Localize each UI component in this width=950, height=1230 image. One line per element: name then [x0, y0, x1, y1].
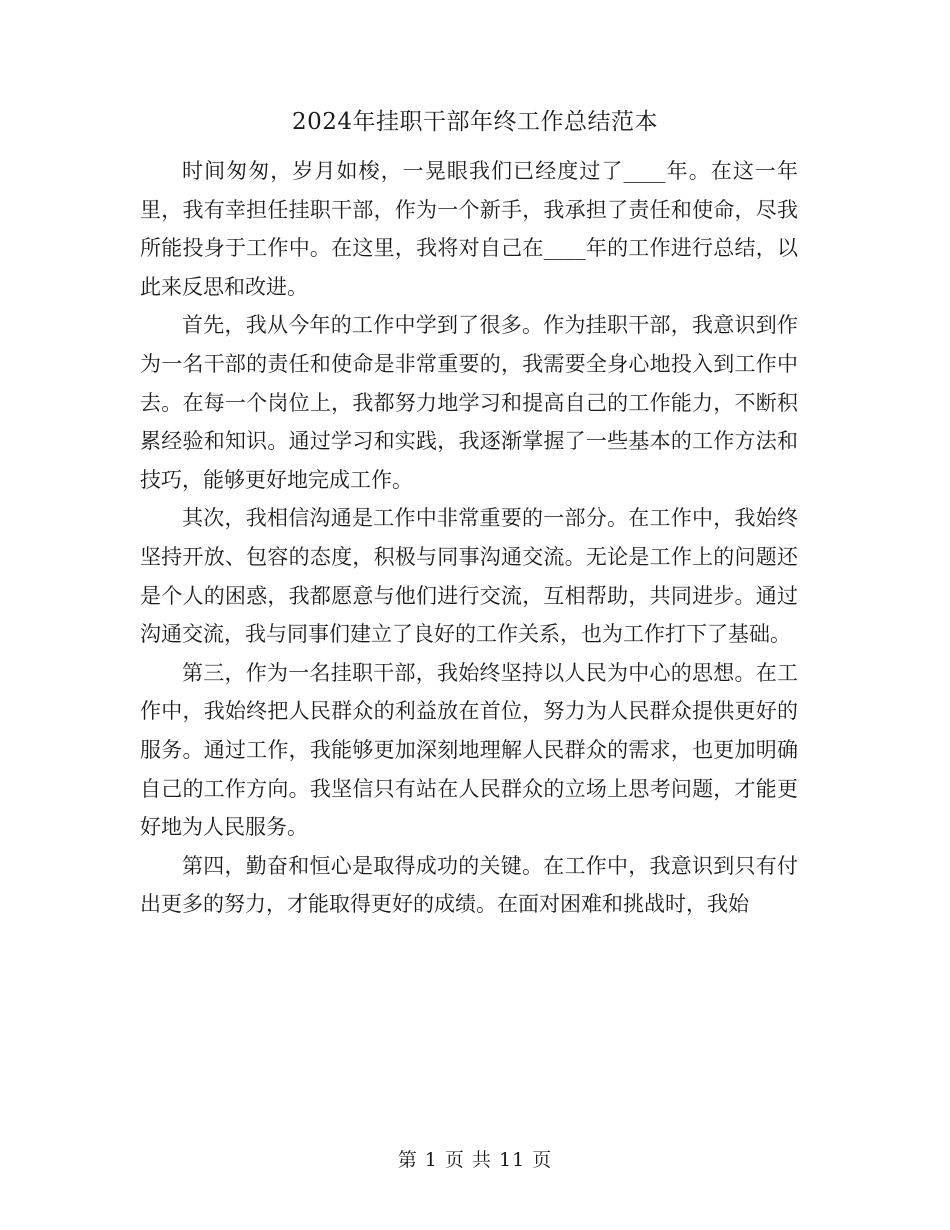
paragraph-intro: 时间匆匆，岁月如梭，一晃眼我们已经度过了____年。在这一年里，我有幸担任挂职干部，作为一个新手，我承担了责任和使命，尽我所能投身于工作中。在这里，我将对自己在____年的工作进行总结，以此来反思和改进。 — [140, 159, 798, 299]
paragraph-third: 第三，作为一名挂职干部，我始终坚持以人民为中心的思想。在工作中，我始终把人民群众的利益放在首位，努力为人民群众提供更好的服务。通过工作，我能够更加深刻地理解人民群众的需求，也更加明确自己的工作方向。我坚信只有站在人民群众的立场上思考问题，才能更好地为人民服务。 — [140, 660, 798, 840]
paragraph-second: 其次，我相信沟通是工作中非常重要的一部分。在工作中，我始终坚持开放、包容的态度，积极与同事沟通交流。无论是工作上的问题还是个人的困惑，我都愿意与他们进行交流，互相帮助，共同进步。通过沟通交流，我与同事们建立了良好的工作关系，也为工作打下了基础。 — [140, 506, 798, 647]
paragraph-first: 首先，我从今年的工作中学到了很多。作为挂职干部，我意识到作为一名干部的责任和使命是非常重要的，我需要全身心地投入到工作中去。在每一个岗位上，我都努力地学习和提高自己的工作能力，不断积累经验和知识。通过学习和实践，我逐渐掌握了一些基本的工作方法和技巧，能够更好地完成工作。 — [140, 313, 798, 492]
document-body — [140, 152, 798, 924]
document-title: 2024年挂职干部年终工作总结范本 — [291, 109, 659, 135]
page-footer: 第 1 页 共 11 页 — [397, 1149, 553, 1171]
paragraph-fourth: 第四，勤奋和恒心是取得成功的关键。在工作中，我意识到只有付出更多的努力，才能取得更好的成绩。在面对困难和挑战时，我始 — [140, 853, 798, 917]
